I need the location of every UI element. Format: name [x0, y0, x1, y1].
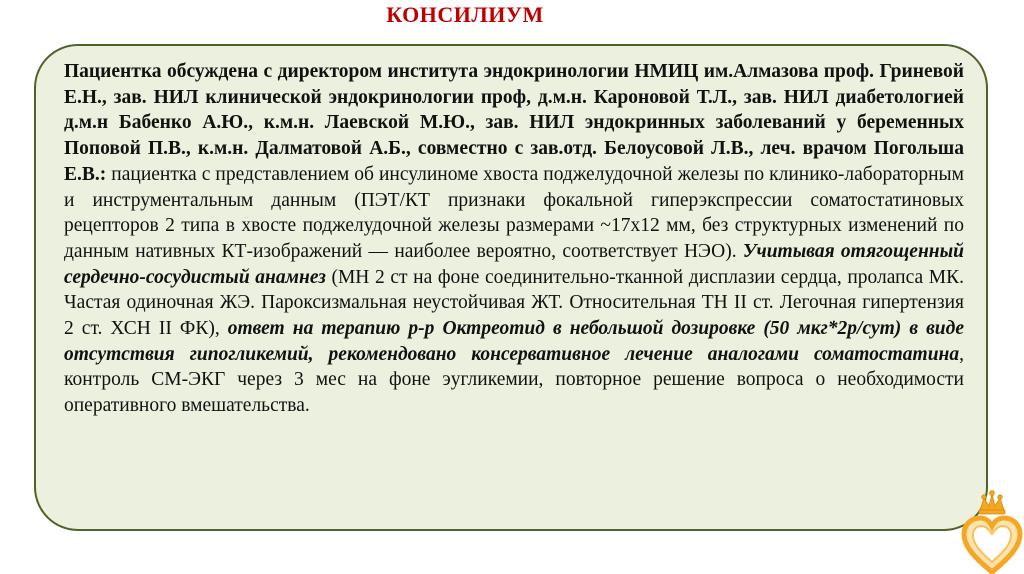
slide-title: КОНСИЛИУМ [386, 2, 544, 27]
anamnesis-emphasis: Учитывая отягощенный сердечно-сосудистый анамнез [64, 240, 964, 288]
heart-crown-logo-icon [960, 488, 1024, 574]
treatment-recommendation: ответ на терапию р-р Октреотид в небольшой дозировке (50 мкг*2р/сут) в виде отсутствия гипогликемий, рекомендовано консервативное лечение аналогами соматостатина [64, 318, 964, 365]
consilium-text [64, 59, 964, 419]
diagnosis-text: пациентка с представлением об инсулиноме хвоста поджелудочной железы по клинико-лабораторным и инструментальным данным (ПЭТ/КТ признаки фокальной гиперэкспрессии соматостатиновых рецепторов 2 типа в хвосте поджелудочной железы размерами ~17х12 мм, без структурных изменений по данным нативных КТ-изображений — наиболее вероятно, соответствует НЭО). [64, 163, 964, 262]
participants-text: Пациентка обсуждена с директором института эндокринологии НМИЦ им.Алмазова проф. Гриневой Е.Н., зав. НИЛ клинической эндокринологии проф, д.м.н. Кароновой Т.Л., зав. НИЛ диабетологией д.м.н Бабенко А.Ю., к.м.н. Лаевской М.Ю., зав. НИЛ эндокринных заболеваний у беременных Поповой П.В., к.м.н. Далматовой А.Б., совместно с зав.отд. Белоусовой Л.В., леч. врачом Погольша Е.В.: [64, 61, 964, 185]
anamnesis-details: (МН 2 ст на фоне соединительно-тканной дисплазии сердца, пролапса МК. Частая одиночная ЖЭ. Пароксизмальная неустойчивая ЖТ. Относительная ТН II ст. Легочная гипертензия 2 ст. ХСН II ФК), [64, 266, 964, 340]
followup-text: , контроль СМ-ЭКГ через 3 мес на фоне эугликемии, повторное решение вопроса о необходимости оперативного вмешательства. [64, 343, 964, 417]
